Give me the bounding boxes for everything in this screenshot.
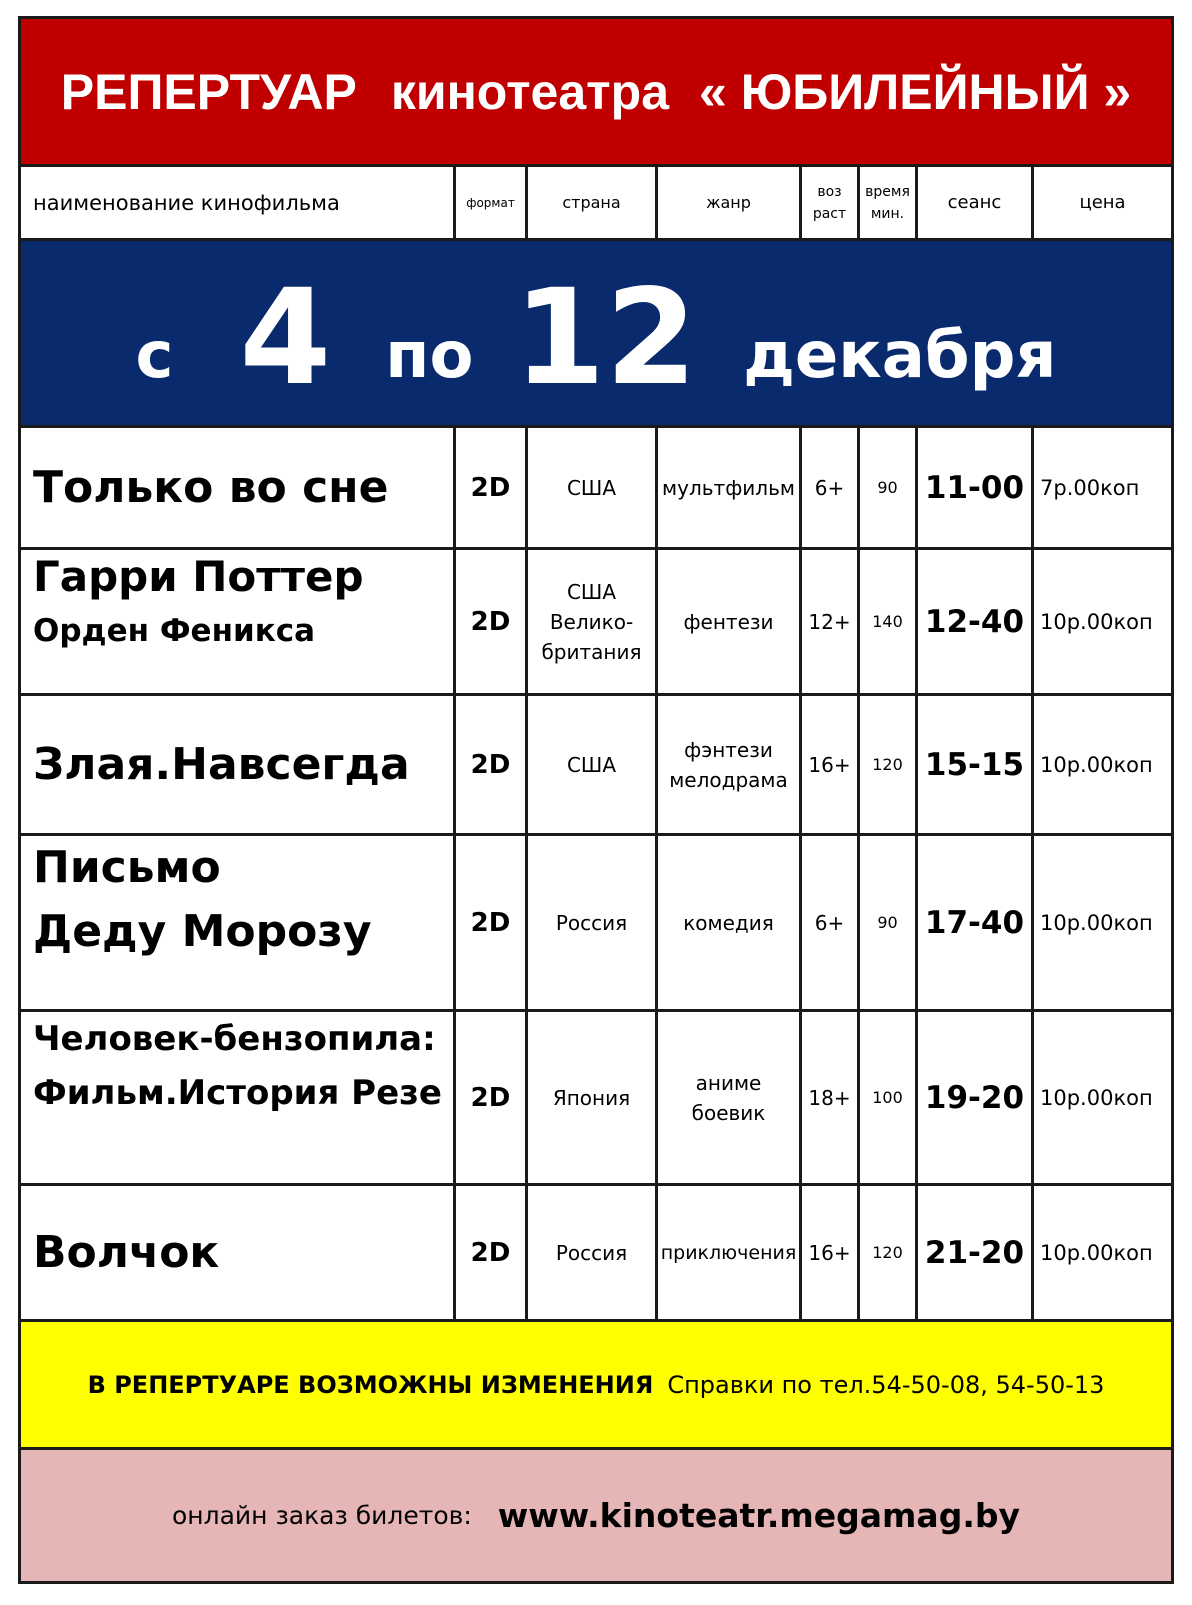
film-country: США xyxy=(525,428,655,547)
header-age-line1: воз xyxy=(817,183,842,200)
film-title xyxy=(21,1012,453,1183)
film-session-time: 11-00 xyxy=(915,428,1031,547)
film-country-line: британия xyxy=(541,639,642,664)
film-session-time: 19-20 xyxy=(915,1012,1031,1183)
film-price: 10р.00коп xyxy=(1031,696,1171,833)
cinema-name: « ЮБИЛЕЙНЫЙ » xyxy=(699,63,1132,120)
date-to-word: по xyxy=(385,319,474,393)
film-genre-line: фэнтези xyxy=(684,737,773,762)
changes-warning: В РЕПЕРТУАРЕ ВОЗМОЖНЫ ИЗМЕНЕНИЯ xyxy=(87,1370,654,1399)
film-title-line: Волчок xyxy=(33,1226,220,1278)
header-session: сеанс xyxy=(915,167,1031,238)
header-duration-line1: время xyxy=(865,183,910,200)
film-country: США xyxy=(525,696,655,833)
film-title xyxy=(21,836,453,1009)
date-to-day: 12 xyxy=(513,261,698,415)
film-country: Япония xyxy=(525,1012,655,1183)
film-country-line: Велико- xyxy=(549,609,634,634)
header-genre: жанр xyxy=(655,167,799,238)
film-title xyxy=(21,1186,453,1319)
film-genre: приключения xyxy=(655,1186,799,1319)
header-price: цена xyxy=(1031,167,1171,238)
date-range-banner xyxy=(21,241,1171,428)
film-genre xyxy=(655,1012,799,1183)
film-format: 2D xyxy=(453,550,525,693)
film-title-line: Гарри Поттер xyxy=(33,552,364,601)
film-price: 7р.00коп xyxy=(1031,428,1171,547)
table-row xyxy=(21,1186,1171,1322)
film-age-rating: 16+ xyxy=(799,696,857,833)
table-row xyxy=(21,550,1171,696)
phone-info: Справки по тел.54-50-08, 54-50-13 xyxy=(667,1370,1105,1399)
film-duration: 120 xyxy=(857,1186,915,1319)
film-age-rating: 18+ xyxy=(799,1012,857,1183)
film-price: 10р.00коп xyxy=(1031,836,1171,1009)
film-price: 10р.00коп xyxy=(1031,1012,1171,1183)
header-name: наименование кинофильма xyxy=(33,190,340,215)
film-title xyxy=(21,696,453,833)
film-title xyxy=(21,550,453,693)
film-title-line: Злая.Навсегда xyxy=(33,738,410,790)
film-title-line: Фильм.История Резе xyxy=(33,1073,442,1113)
title-banner xyxy=(21,19,1171,167)
film-country: Россия xyxy=(525,1186,655,1319)
film-session-time: 21-20 xyxy=(915,1186,1031,1319)
film-genre: мультфильм xyxy=(655,428,799,547)
table-row xyxy=(21,1012,1171,1186)
film-age-rating: 6+ xyxy=(799,836,857,1009)
film-age-rating: 6+ xyxy=(799,428,857,547)
film-format: 2D xyxy=(453,696,525,833)
film-session-time: 15-15 xyxy=(915,696,1031,833)
film-title-line: Человек-бензопила: xyxy=(33,1019,436,1059)
online-booking-banner xyxy=(21,1450,1171,1581)
film-format: 2D xyxy=(453,428,525,547)
booking-website-link[interactable]: www.kinoteatr.megamag.by xyxy=(497,1496,1020,1535)
film-country: Россия xyxy=(525,836,655,1009)
header-age xyxy=(799,167,857,238)
film-country xyxy=(525,550,655,693)
header-duration xyxy=(857,167,915,238)
date-month: декабря xyxy=(743,319,1057,393)
film-genre: комедия xyxy=(655,836,799,1009)
header-country: страна xyxy=(525,167,655,238)
film-title-line: Деду Морозу xyxy=(33,906,372,957)
film-country-line: США xyxy=(566,579,617,604)
film-format: 2D xyxy=(453,1012,525,1183)
film-format: 2D xyxy=(453,836,525,1009)
header-age-line2: раст xyxy=(812,205,847,222)
film-genre xyxy=(655,696,799,833)
film-price: 10р.00коп xyxy=(1031,1186,1171,1319)
film-age-rating: 16+ xyxy=(799,1186,857,1319)
film-genre-line: боевик xyxy=(691,1100,766,1125)
date-from-day: 4 xyxy=(239,261,332,415)
table-header xyxy=(21,167,1171,241)
film-price: 10р.00коп xyxy=(1031,550,1171,693)
film-title-line: Письмо xyxy=(33,842,221,893)
film-duration: 140 xyxy=(857,550,915,693)
title-word-cinema: кинотеатра xyxy=(390,63,670,120)
film-genre-line: мелодрама xyxy=(669,767,788,792)
repertoire-poster xyxy=(18,16,1174,1584)
table-row xyxy=(21,696,1171,836)
film-genre-line: аниме xyxy=(695,1070,762,1095)
film-session-time: 12-40 xyxy=(915,550,1031,693)
film-genre: фентези xyxy=(655,550,799,693)
film-age-rating: 12+ xyxy=(799,550,857,693)
header-format: формат xyxy=(453,167,525,238)
table-row xyxy=(21,836,1171,1012)
film-duration: 90 xyxy=(857,836,915,1009)
film-title-line: Только во сне xyxy=(33,461,389,513)
film-duration: 120 xyxy=(857,696,915,833)
table-row xyxy=(21,428,1171,550)
film-title-line: Орден Феникса xyxy=(33,613,316,649)
film-session-time: 17-40 xyxy=(915,836,1031,1009)
title-word-repertoire: РЕПЕРТУАР xyxy=(60,63,357,120)
header-duration-line2: мин. xyxy=(870,205,905,222)
notice-banner xyxy=(21,1322,1171,1450)
film-format: 2D xyxy=(453,1186,525,1319)
film-duration: 90 xyxy=(857,428,915,547)
film-duration: 100 xyxy=(857,1012,915,1183)
date-from-word: с xyxy=(135,319,174,393)
online-booking-label: онлайн заказ билетов: xyxy=(171,1501,472,1530)
film-title xyxy=(21,428,453,547)
